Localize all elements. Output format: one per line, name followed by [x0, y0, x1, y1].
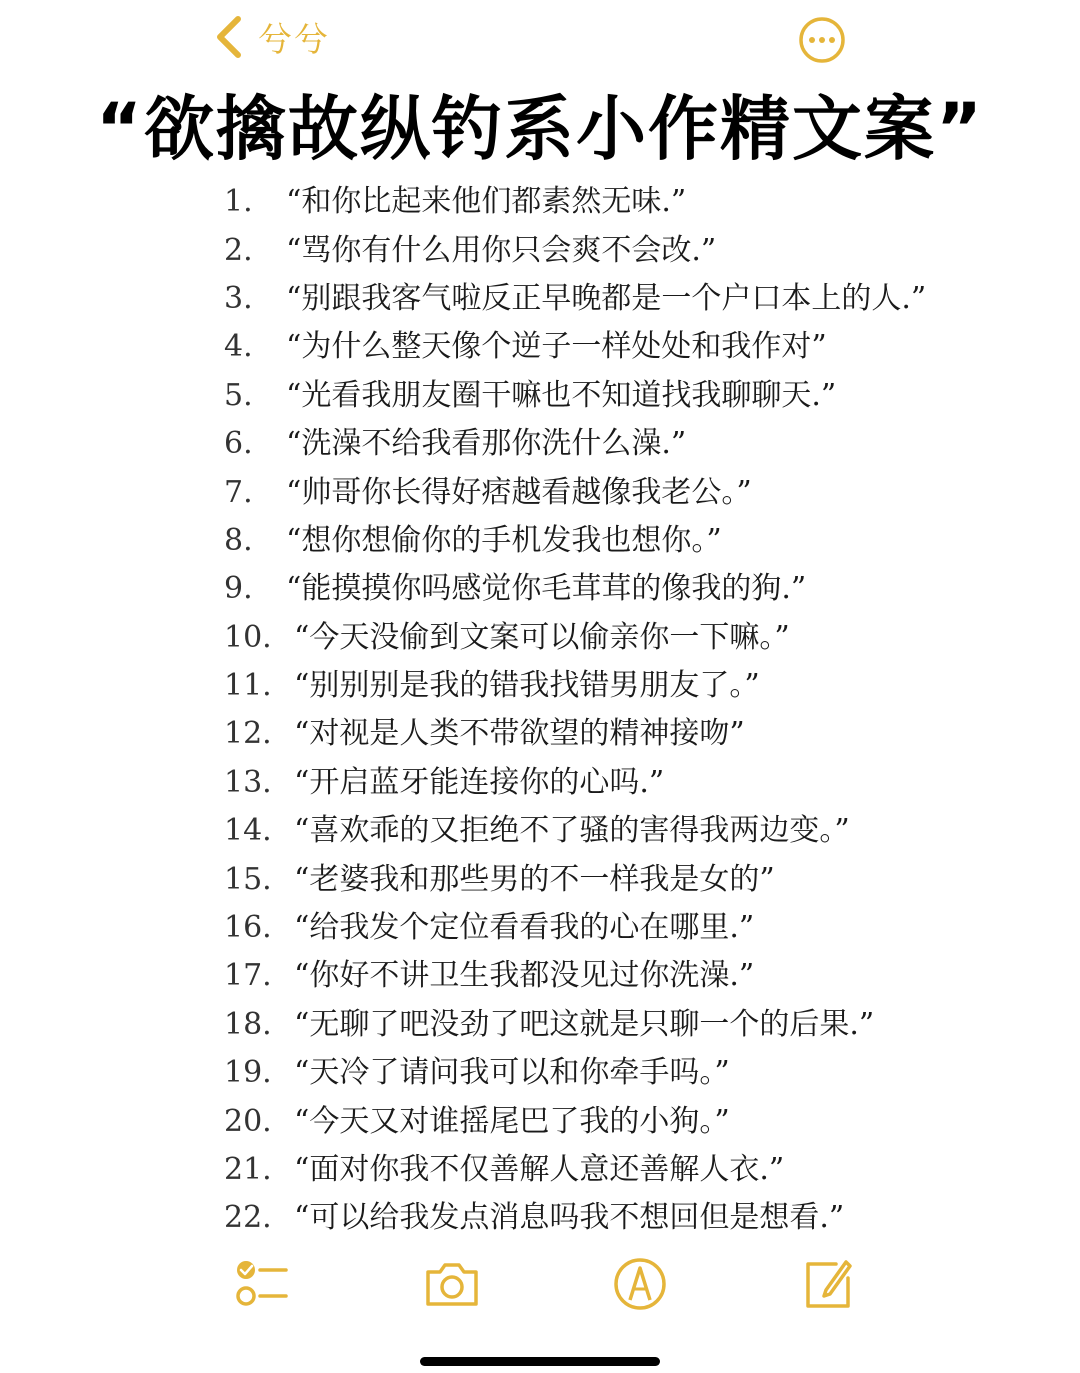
item-number: 9. [224, 571, 253, 607]
item-number: 18. [224, 1006, 272, 1042]
back-button[interactable] [212, 12, 330, 61]
item-text: “骂你有什么用你只会爽不会改.” [286, 232, 717, 268]
list-item [224, 372, 1024, 420]
list-item [224, 759, 1024, 807]
list-item [224, 178, 1024, 226]
item-text: “老婆我和那些男的不一样我是女的” [294, 861, 775, 897]
list-item [224, 420, 1024, 468]
item-text: “洗澡不给我看那你洗什么澡.” [286, 426, 687, 462]
ellipsis-circle-icon[interactable] [798, 16, 846, 64]
list-item [224, 904, 1024, 952]
item-text: “光看我朋友圈干嘛也不知道找我聊聊天.” [286, 377, 837, 413]
list-item [224, 807, 1024, 855]
list-item [224, 1194, 1024, 1242]
item-text: “今天没偷到文案可以偷亲你一下嘛。” [294, 619, 790, 655]
list-item [224, 323, 1024, 371]
item-number: 12. [224, 716, 272, 752]
item-text: “为什么整天像个逆子一样处处和我作对” [286, 329, 827, 365]
item-text: “天冷了请问我可以和你牵手吗。” [294, 1055, 730, 1091]
item-number: 14. [224, 813, 272, 849]
item-number: 13. [224, 764, 272, 800]
back-label: 兮兮 [258, 20, 330, 60]
list-item [224, 517, 1024, 565]
item-number: 2. [224, 232, 253, 268]
item-number: 5. [224, 377, 253, 413]
item-number: 8. [224, 522, 253, 558]
list-item [224, 1001, 1024, 1049]
compose-icon[interactable] [796, 1252, 860, 1316]
item-number: 22. [224, 1200, 272, 1236]
item-number: 11. [224, 668, 272, 704]
list-item [224, 710, 1024, 758]
list-item [224, 1097, 1024, 1145]
item-number: 3. [224, 280, 253, 316]
item-number: 16. [224, 910, 272, 946]
list-item [224, 614, 1024, 662]
list-item [224, 468, 1024, 516]
item-text: “你好不讲卫生我都没见过你洗澡.” [294, 958, 755, 994]
item-text: “今天又对谁摇尾巴了我的小狗。” [294, 1103, 730, 1139]
item-number: 15. [224, 861, 272, 897]
item-number: 19. [224, 1055, 272, 1091]
navigation-bar [0, 0, 1080, 90]
list-item [224, 226, 1024, 274]
item-text: “可以给我发点消息吗我不想回但是想看.” [294, 1200, 845, 1236]
item-text: “能摸摸你吗感觉你毛茸茸的像我的狗.” [286, 571, 807, 607]
item-number: 17. [224, 958, 272, 994]
item-text: “别跟我客气啦反正早晚都是一个户口本上的人.” [286, 280, 927, 316]
note-list [224, 178, 1024, 1243]
item-text: “开启蓝牙能连接你的心吗.” [294, 764, 665, 800]
item-text: “帅哥你长得好痞越看越像我老公。” [286, 474, 752, 510]
list-item [224, 565, 1024, 613]
item-text: “面对你我不仅善解人意还善解人衣.” [294, 1152, 785, 1187]
camera-icon[interactable] [420, 1252, 484, 1316]
markup-pen-icon[interactable] [608, 1252, 672, 1316]
list-item [224, 275, 1024, 323]
item-number: 6. [224, 426, 253, 462]
list-item [224, 1146, 1024, 1194]
item-number: 7. [224, 474, 253, 510]
item-number: 20. [224, 1103, 272, 1139]
item-number: 1. [224, 184, 253, 220]
list-item [224, 952, 1024, 1000]
list-item [224, 855, 1024, 903]
note-title: “欲擒故纵钓系小作精文案” [95, 88, 984, 170]
item-number: 10. [224, 619, 272, 655]
item-number: 21. [224, 1152, 272, 1187]
home-indicator[interactable] [420, 1357, 660, 1366]
item-text: “和你比起来他们都素然无味.” [286, 184, 687, 220]
chevron-left-icon [212, 13, 244, 61]
item-text: “给我发个定位看看我的心在哪里.” [294, 910, 755, 946]
list-item [224, 662, 1024, 710]
item-text: “别别别是我的错我找错男朋友了。” [294, 668, 760, 704]
bottom-toolbar [0, 1252, 1080, 1322]
item-text: “喜欢乖的又拒绝不了骚的害得我两边变。” [294, 813, 850, 849]
checklist-icon[interactable] [228, 1252, 292, 1316]
item-text: “想你想偷你的手机发我也想你。” [286, 522, 722, 558]
list-item [224, 1049, 1024, 1097]
item-text: “无聊了吧没劲了吧这就是只聊一个的后果.” [294, 1006, 875, 1042]
item-text: “对视是人类不带欲望的精神接吻” [294, 716, 745, 752]
item-number: 4. [224, 329, 253, 365]
